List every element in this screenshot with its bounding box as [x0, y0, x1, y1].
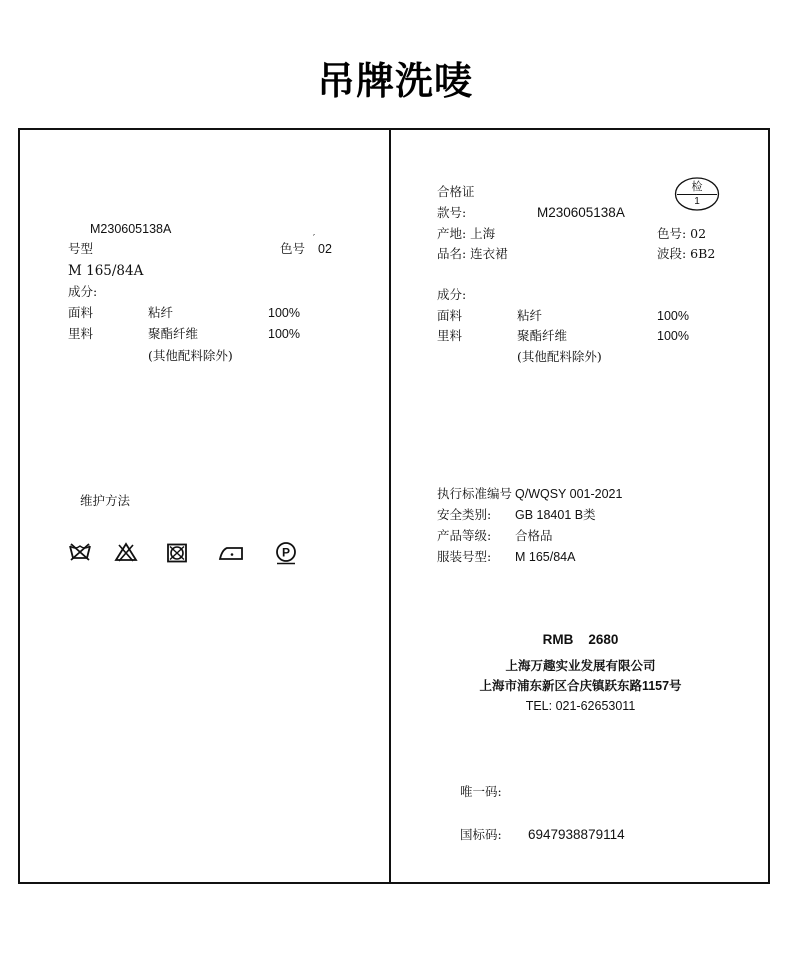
lining-material: 聚酯纤维	[148, 326, 199, 341]
style-label: 款号:	[437, 205, 467, 220]
lining-material: 聚酯纤维	[517, 328, 568, 343]
lining-percent: 100%	[268, 327, 300, 341]
page-title: 吊牌洗唛	[316, 59, 473, 103]
fabric-material: 粘纤	[148, 305, 174, 320]
barcode-value: 6947938879114	[528, 827, 625, 842]
exclusion-note: (其他配料除外)	[517, 349, 602, 364]
dry-clean-p-icon	[274, 541, 298, 565]
size-type-label: 号型	[68, 241, 94, 256]
product-name: 品名: 连衣裙	[437, 246, 508, 261]
band: 波段: 6B2	[657, 246, 716, 261]
composition-label: 成分:	[437, 287, 467, 302]
price: RMB 2680	[542, 632, 619, 647]
lining-label: 里料	[68, 326, 94, 341]
care-method-label: 维护方法	[80, 493, 131, 508]
composition-label: 成分:	[68, 284, 98, 299]
origin: 产地: 上海	[437, 226, 496, 241]
lining-percent: 100%	[657, 329, 689, 343]
fabric-material: 粘纤	[517, 308, 543, 323]
panel-divider	[389, 130, 391, 882]
do-not-bleach-icon	[114, 542, 138, 562]
color-number-label: 色号	[280, 241, 306, 256]
do-not-tumble-dry-icon	[166, 543, 188, 563]
grade-value: 合格品	[515, 528, 553, 543]
style-value: M230605138A	[537, 205, 625, 220]
fabric-percent: 100%	[657, 309, 689, 323]
stamp-bottom-text: 1	[694, 196, 700, 207]
inspection-stamp	[674, 176, 720, 212]
standard-label: 执行标准编号	[437, 486, 513, 501]
low-iron-icon	[218, 544, 244, 562]
grade-label: 产品等级:	[437, 528, 492, 543]
size-value: M 165/84A	[68, 263, 144, 279]
standard-value: Q/WQSY 001-2021	[515, 487, 623, 501]
fabric-label: 面料	[437, 308, 463, 323]
fabric-label: 面料	[68, 305, 94, 320]
unique-code-label: 唯一码:	[460, 784, 502, 799]
safety-label: 安全类别:	[437, 507, 492, 522]
garment-size-value: M 165/84A	[515, 550, 576, 564]
certificate-title: 合格证	[437, 184, 475, 199]
exclusion-note: (其他配料除外)	[148, 348, 233, 363]
lining-label: 里料	[437, 328, 463, 343]
svg-text:P: P	[281, 545, 291, 560]
garment-size-label: 服装号型:	[437, 549, 492, 564]
fabric-percent: 100%	[268, 306, 300, 320]
color-number-value: 02	[318, 242, 332, 256]
label-board	[18, 128, 770, 884]
tick-mark: ′	[313, 234, 316, 244]
company-tel: TEL: 021-62653011	[525, 699, 636, 713]
company-name: 上海万趣实业发展有限公司	[505, 659, 656, 673]
barcode-label: 国标码:	[460, 827, 502, 842]
stamp-top-text: 检	[691, 180, 703, 193]
company-address: 上海市浦东新区合庆镇跃东路1157号	[479, 679, 682, 693]
safety-value: GB 18401 B类	[515, 508, 596, 522]
do-not-wash-icon	[68, 543, 92, 561]
color: 色号: 02	[657, 226, 707, 241]
style-code: M230605138A	[90, 222, 172, 236]
